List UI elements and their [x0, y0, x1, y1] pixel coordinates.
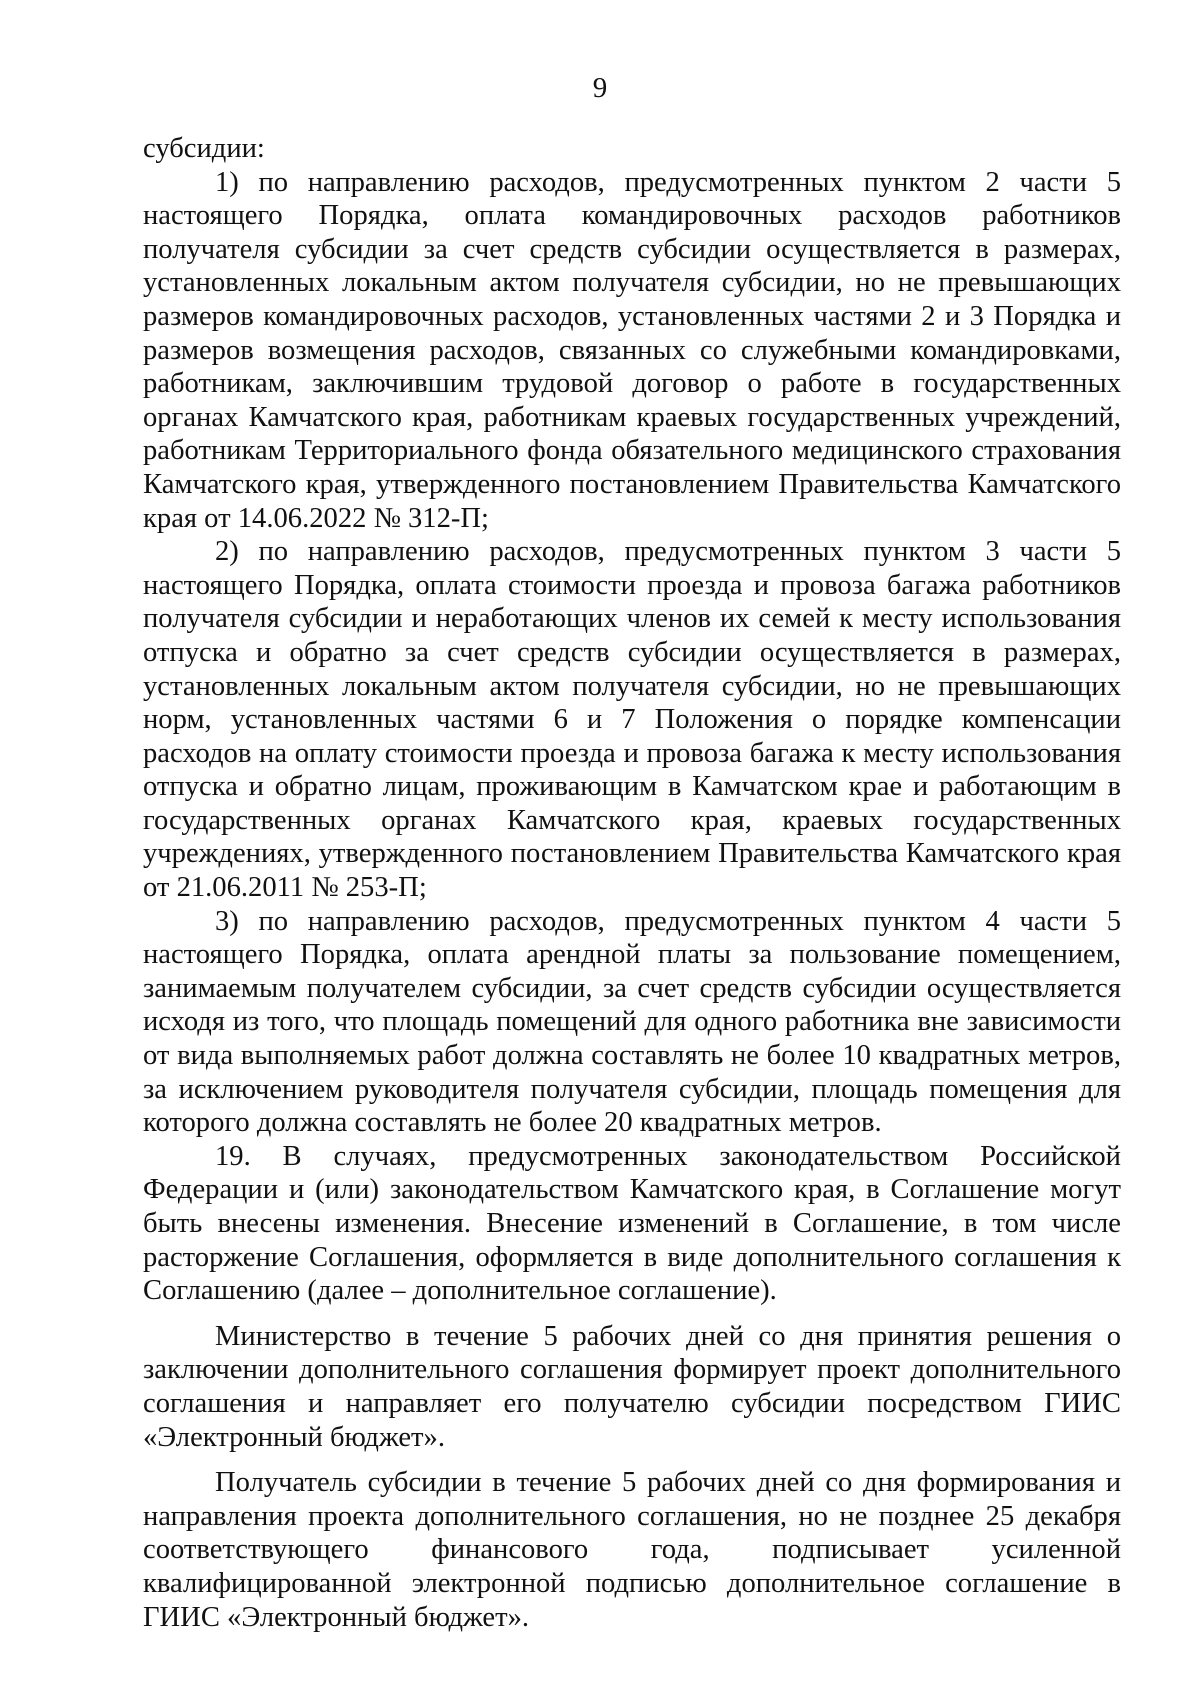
paragraph-item-2: 2) по направлению расходов, предусмотренных пунктом 3 части 5 настоящего Порядка, оплата стоимости проезда и провоза багажа работников получателя субсидии и неработающих членов их семей к месту использования отпуска и обратно за счет средств субсидии осуществляется в размерах, установленных локальным актом получателя субсидии, но не превышающих норм, установленных частями 6 и 7 Положения о порядке компенсации расходов на оплату стоимости проезда и провоза багажа к месту использования отпуска и обратно лицам, проживающим в Камчатском крае и работающим в государственных органах Камчатского края, краевых государственных учреждениях, утвержденного постановлением Правительства Камчатского края от 21.06.2011 № 253-П;	[143, 536, 1121, 904]
paragraph-continuation: субсидии:	[143, 133, 265, 164]
paragraph-ministry: Министерство в течение 5 рабочих дней со дня принятия решения о заключении дополнительного соглашения формирует проект дополнительного соглашения и направляет его получателю субсидии посредством ГИИС «Электронный бюджет».	[143, 1320, 1121, 1453]
paragraph-item-1: 1) по направлению расходов, предусмотренных пунктом 2 части 5 настоящего Порядка, оплата командировочных расходов работников получателя субсидии за счет средств субсидии осуществляется в размерах, установленных локальным актом получателя субсидии, но не превышающих размеров командировочных расходов, установленных частями 2 и 3 Порядка и размеров возмещения расходов, связанных со служебными командировками, работникам, заключившим трудовой договор о работе в государственных органах Камчатского края, работникам краевых государственных учреждений, работникам Территориального фонда обязательного медицинского страхования Камчатского края, утвержденного постановлением Правительства Камчатского края от 14.06.2022 № 312-П;	[143, 166, 1121, 534]
document-body	[143, 132, 1121, 1634]
paragraph-recipient: Получатель субсидии в течение 5 рабочих дней со дня формирования и направления проекта дополнительного соглашения, но не позднее 25 декабря соответствующего финансового года, подписывает усиленной квалифицированной электронной подписью дополнительное соглашение в ГИИС «Электронный бюджет».	[143, 1467, 1121, 1633]
paragraph-clause-19: 19. В случаях, предусмотренных законодательством Российской Федерации и (или) законодательством Камчатского края, в Соглашение могут быть внесены изменения. Внесение изменений в Соглашение, в том числе расторжение Соглашения, оформляется в виде дополнительного соглашения к Соглашению (далее – дополнительное соглашение).	[143, 1140, 1121, 1307]
paragraph-item-3: 3) по направлению расходов, предусмотренных пунктом 4 части 5 настоящего Порядка, оплата арендной платы за пользование помещением, занимаемым получателем субсидии, за счет средств субсидии осуществляется исходя из того, что площадь помещений для одного работника вне зависимости от вида выполняемых работ должна составлять не более 10 квадратных метров, за исключением руководителя получателя субсидии, площадь помещения для которого должна составлять не более 20 квадратных метров.	[143, 905, 1121, 1139]
page-number: 9	[592, 72, 608, 104]
